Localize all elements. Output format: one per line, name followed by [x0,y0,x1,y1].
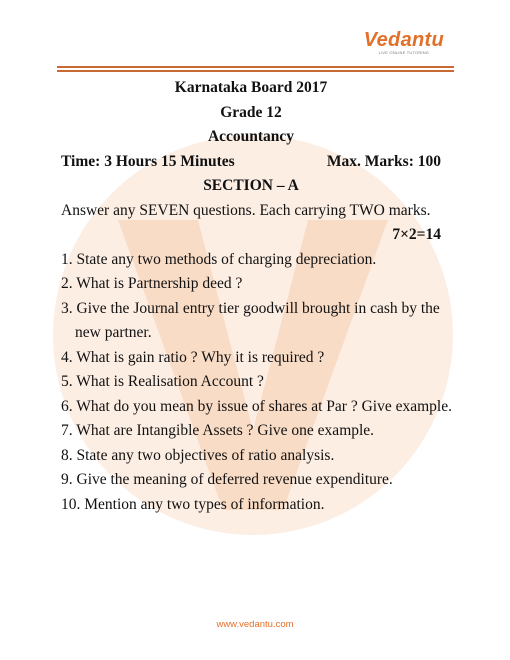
question-1: 1. State any two methods of charging depreciation. [61,250,377,268]
question-2: 2. What is Partnership deed ? [61,275,243,292]
section-marks: 7×2=14 [392,226,441,243]
section-title: SECTION – A [203,177,299,194]
question-4: 4. What is gain ratio ? Why it is required ? [61,348,325,366]
question-3: 3. Give the Journal entry tier goodwill brought in cash by the [61,299,440,317]
section-instruction: Answer any SEVEN questions. Each carrying TWO marks. [61,201,431,219]
question-5: 5. What is Realisation Account ? [61,373,264,390]
exam-info-row [61,150,441,175]
time-label: Time: 3 Hours 15 Minutes [61,152,235,170]
question-3-continued: new partner. [75,324,152,341]
footer-url[interactable]: www.vedantu.com [216,619,294,630]
header-rule-top [57,66,454,68]
question-6: 6. What do you mean by issue of shares at Par ? Give example. [61,397,452,415]
question-8: 8. State any two objectives of ratio analysis. [61,446,335,464]
vedantu-logo [364,30,444,56]
question-9: 9. Give the meaning of deferred revenue expenditure. [61,471,393,488]
subject-title: Accountancy [207,128,295,145]
grade-title: Grade 12 [220,103,282,121]
question-paper-body [61,70,452,517]
max-marks-label: Max. Marks: 100 [326,152,441,170]
board-title: Karnataka Board 2017 [174,79,328,96]
question-10: 10. Mention any two types of information. [61,495,325,513]
question-7: 7. What are Intangible Assets ? Give one example. [61,422,375,439]
logo-text: Vedantu [363,29,444,51]
logo-tagline: LIVE ONLINE TUTORING [378,50,430,55]
